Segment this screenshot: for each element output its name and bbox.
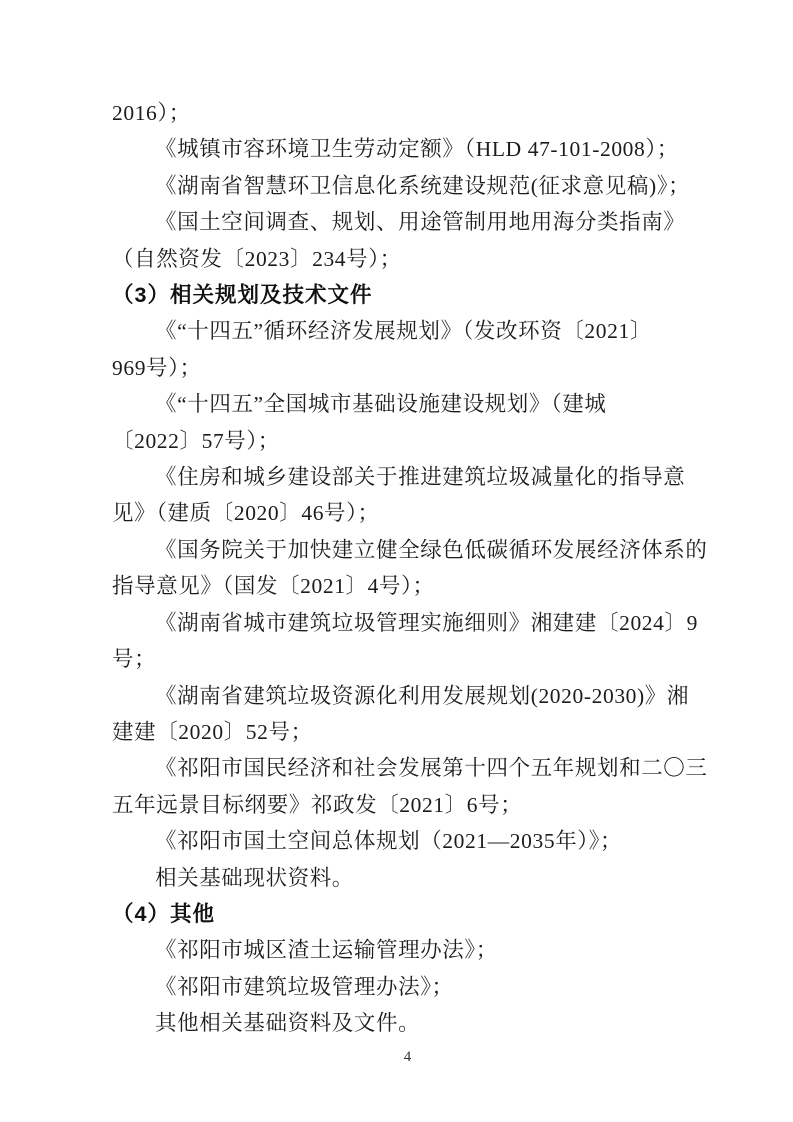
page-number: 4 (403, 1049, 412, 1065)
text-line: 号； (112, 647, 157, 672)
text-line: 《祁阳市城区渣土运输管理办法》； (155, 938, 498, 963)
text-line: 969号）； (112, 355, 202, 380)
text-line: 《国务院关于加快建立健全绿色低碳循环发展经济体系的 (155, 537, 708, 562)
text-line: 《“十四五”全国城市基础设施建设规划》（建城 (155, 392, 607, 417)
document-content (112, 95, 708, 1042)
text-line: 《湖南省城市建筑垃圾管理实施细则》湘建建〔2024〕9 (155, 610, 698, 635)
section-heading: （4）其他 (112, 901, 215, 926)
text-line: 《祁阳市建筑垃圾管理办法》； (155, 974, 454, 999)
text-line: 建建〔2020〕52号； (112, 719, 313, 744)
text-line: 《城镇市容环境卫生劳动定额》（HLD 47-101-2008）； (155, 137, 679, 162)
text-line: 《湖南省智慧环卫信息化系统建设规范(征求意见稿)》； (155, 173, 691, 198)
text-line: 〔2022〕57号）； (112, 428, 280, 453)
text-line: 《“十四五”循环经济发展规划》（发改环资〔2021〕 (155, 319, 652, 344)
text-line: （自然资发〔2023〕234号）； (112, 246, 402, 271)
text-line: 见》（建质〔2020〕46号）； (112, 501, 380, 526)
text-line: 《住房和城乡建设部关于推进建筑垃圾减量化的指导意 (155, 465, 686, 490)
text-line: 《祁阳市国民经济和社会发展第十四个五年规划和二〇三 (155, 756, 708, 781)
section-heading: （3）相关规划及技术文件 (112, 283, 373, 308)
text-line: 五年远景目标纲要》祁政发〔2021〕6号； (112, 792, 523, 817)
text-line: 《国土空间调查、规划、用途管制用地用海分类指南》 (155, 210, 686, 235)
text-line: 指导意见》（国发〔2021〕4号）； (112, 574, 435, 599)
text-line: 2016）； (112, 101, 191, 125)
text-line: 《湖南省建筑垃圾资源化利用发展规划(2020-2030)》湘 (155, 683, 689, 708)
text-line: 相关基础现状资料。 (155, 865, 354, 890)
text-line: 其他相关基础资料及文件。 (155, 1011, 421, 1036)
text-line: 《祁阳市国土空间总体规划（2021—2035年）》； (155, 829, 623, 854)
